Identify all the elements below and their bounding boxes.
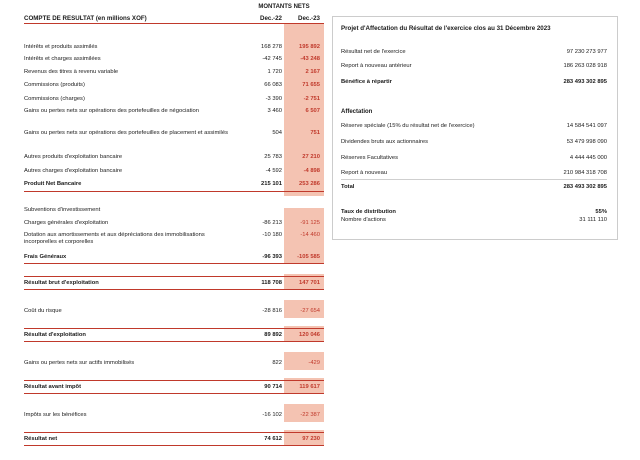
table-title: COMPTE DE RESULTAT (en millions XOF) xyxy=(24,15,147,22)
allocation-section-heading: Affectation xyxy=(341,109,373,115)
row-separator xyxy=(24,341,324,342)
row-separator xyxy=(24,191,324,192)
total-separator xyxy=(341,179,607,180)
row-separator xyxy=(24,328,324,329)
column-header-2022: Dec.-22 xyxy=(259,15,282,22)
row-separator xyxy=(24,380,324,381)
row-separator xyxy=(24,393,324,394)
allocation-title: Projet d'Affectation du Résultat de l'exercice clos au 31 Décembre 2023 xyxy=(341,25,551,32)
table-header xyxy=(24,12,324,24)
row-separator xyxy=(24,276,324,277)
column-header-2023: Dec.-23 xyxy=(297,15,320,22)
row-separator xyxy=(24,445,324,446)
row-separator xyxy=(24,432,324,433)
allocation-panel: Projet d'Affectation du Résultat de l'exercice clos au 31 Décembre 2023 Résultat net de l'exercice 97 230 273 977 Report à nouveau antérieur 186 263 028 918 Bénéfice à répartir 283 493 302 895 Affectation Réserve spéciale (15% du résultat net de l'exercice) 14 584 541 097 Dividendes bruts aux actionnaires 53 479 998 090 Réserves Facultatives 4 444 445 000 Report à nouveau 210 984 318 708 Total 283 493 302 895 Taux de distribution 55% Nombre d'actions 31 111 110 xyxy=(332,16,618,240)
row-separator xyxy=(24,263,324,264)
column-group-header: MONTANTS NETS xyxy=(258,4,310,10)
row-separator xyxy=(24,289,324,290)
